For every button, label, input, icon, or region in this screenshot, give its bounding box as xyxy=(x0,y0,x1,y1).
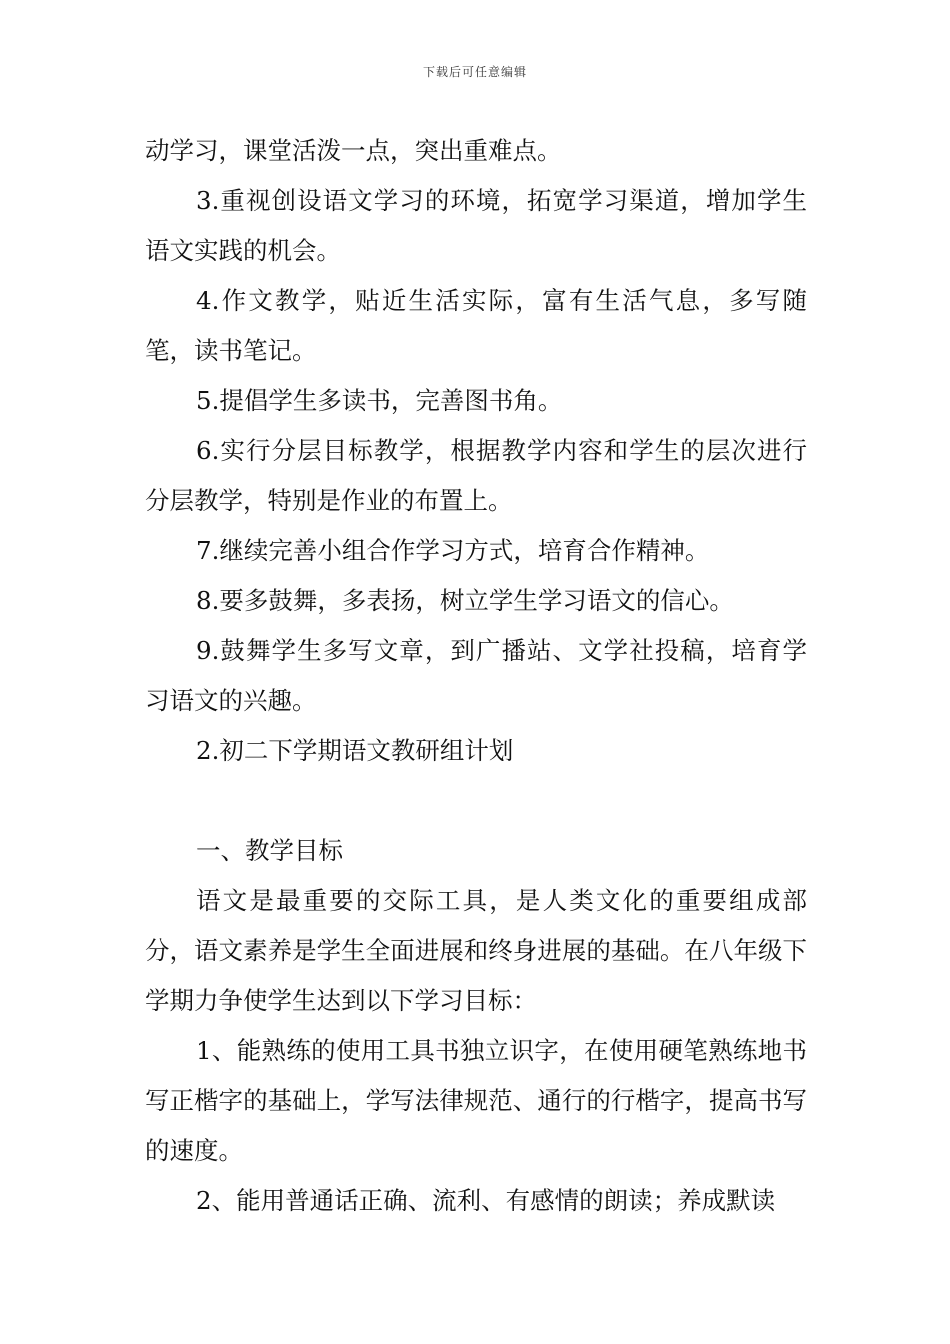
paragraph-goal-1: 1、能熟练的使用工具书独立识字，在使用硬笔熟练地书写正楷字的基础上，学写法律规范、通行的行楷字，提高书写的速度。 xyxy=(145,1036,807,1165)
paragraph-item-8: 8.要多鼓舞，多表扬，树立学生学习语文的信心。 xyxy=(196,586,734,615)
blank-line xyxy=(145,776,807,826)
page-header: 下载后可任意编辑 xyxy=(422,65,527,79)
paragraph-item-7: 7.继续完善小组合作学习方式，培育合作精神。 xyxy=(196,536,710,565)
document-body xyxy=(145,126,807,1226)
paragraph-item-5: 5.提倡学生多读书，完善图书角。 xyxy=(196,386,563,415)
section-title: 2.初二下学期语文教研组计划 xyxy=(196,736,514,765)
paragraph-item-4: 4.作文教学，贴近生活实际，富有生活气息，多写随笔，读书笔记。 xyxy=(145,286,807,365)
paragraph-item-6: 6.实行分层目标教学，根据教学内容和学生的层次进行分层教学，特别是作业的布置上。 xyxy=(145,436,807,515)
section-heading-teaching-goals: 一、教学目标 xyxy=(196,836,343,865)
paragraph-continuation: 动学习，课堂活泼一点，突出重难点。 xyxy=(145,136,562,165)
paragraph-item-3: 3.重视创设语文学习的环境，拓宽学习渠道，增加学生语文实践的机会。 xyxy=(145,186,807,265)
paragraph-goal-2: 2、能用普通话正确、流利、有感情的朗读；养成默读 xyxy=(196,1186,776,1215)
paragraph-intro: 语文是最重要的交际工具，是人类文化的重要组成部分，语文素养是学生全面进展和终身进展的基础。在八年级下学期力争使学生达到以下学习目标： xyxy=(145,886,807,1015)
paragraph-item-9: 9.鼓舞学生多写文章，到广播站、文学社投稿，培育学习语文的兴趣。 xyxy=(145,636,807,715)
